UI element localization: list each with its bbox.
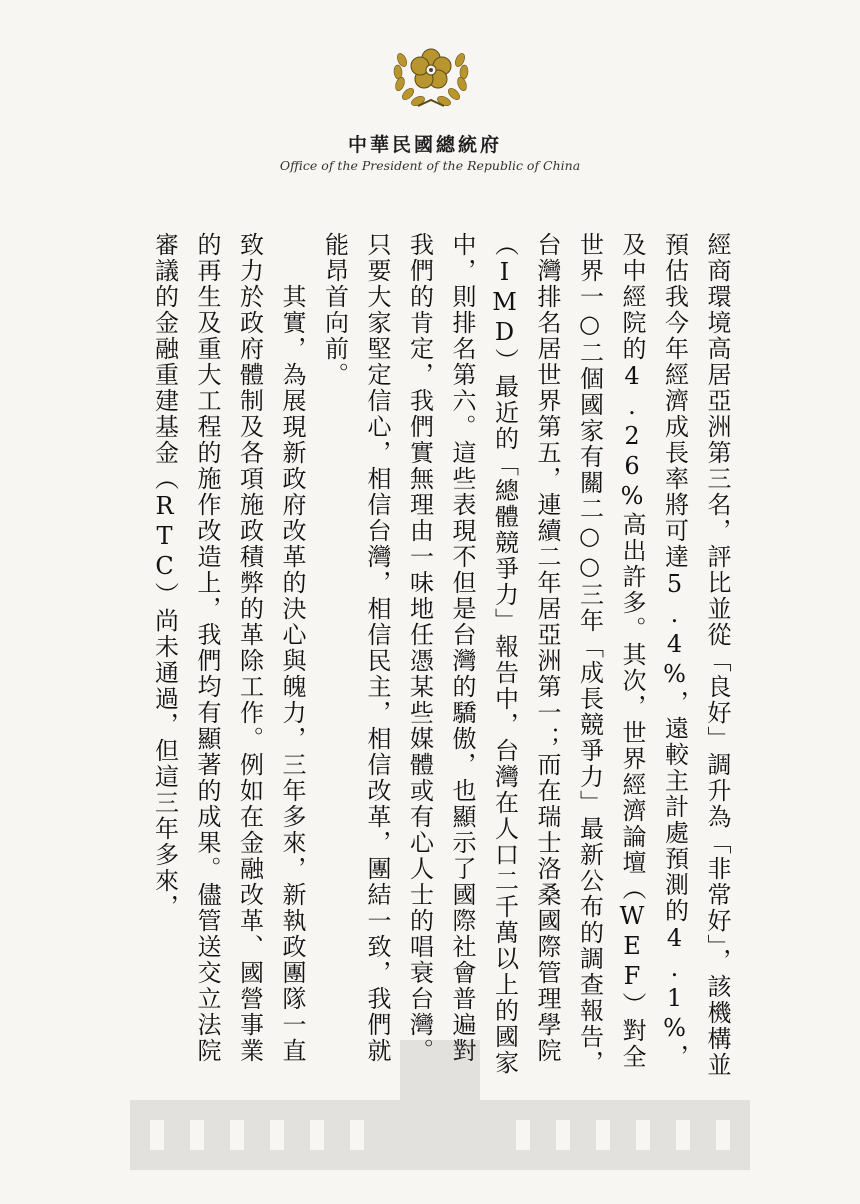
- presidential-emblem-icon: [388, 30, 474, 116]
- office-name-chinese: 中華民國總統府: [347, 134, 502, 156]
- paragraph: 其實，為展現新政府改革的決心與魄力，三年多來，新執政團隊一直致力於政府體制及各項施政積弊的革除工作。例如在金融改革、國營事業的再生及重大工程的施作改造上，我們均有顯著的成果。儘管送交立法院審議的金融重建基金（RTC）尚未通過，但這三年多來，: [150, 232, 306, 1064]
- building-watermark-icon: [130, 1040, 750, 1170]
- paragraph: 經商環境高居亞洲第三名，評比並從「良好」調升為「非常好」，該機構並預估我今年經濟成長率將可達5.4%，遠較主計處預測的4.1%，及中經院的4.26%高出許多。其次，世界經濟論壇（WEF）對全世界一○二個國家有關二○○三年「成長競爭力」最新公布的調查報告，台灣排名居世界第五，連續二年居亞洲第一；而在瑞士洛桑國際管理學院（IMD）最近的「總體競爭力」報告中，台灣在人口二千萬以上的國家中，則排名第六。這些表現不但是台灣的驕傲，也顯示了國際社會普遍對我們的肯定，我們實無理由一味地任憑某些媒體或有心人士的唱衰台灣。只要大家堅定信心，相信台灣，相信民主，相信改革，團結一致，我們就能昂首向前。: [320, 232, 731, 1078]
- body-text-vertical: [138, 232, 738, 1082]
- office-name-english: Office of the President of the Republic of China: [279, 158, 581, 173]
